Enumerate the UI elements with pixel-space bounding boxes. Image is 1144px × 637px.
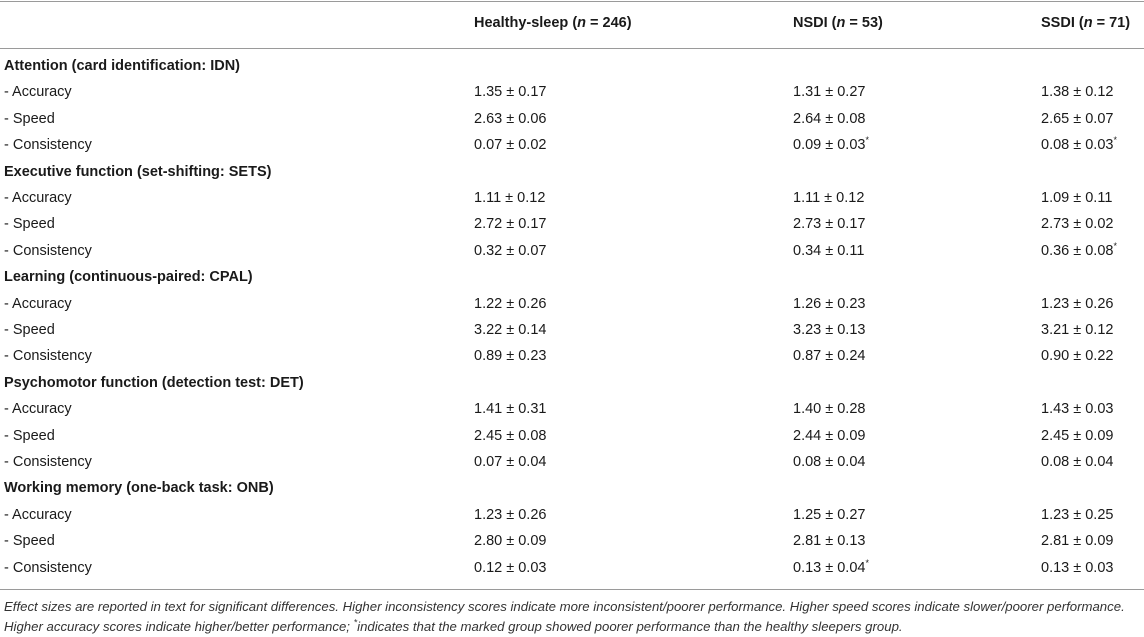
bottom-rule <box>0 589 1144 590</box>
row-label: - Accuracy <box>4 296 72 312</box>
section-row <box>0 371 1144 397</box>
table-row <box>0 424 1144 450</box>
table-row <box>0 344 1144 370</box>
cell-nsdi: 0.09 ± 0.03* <box>793 135 869 153</box>
cell-nsdi: 0.87 ± 0.24 <box>793 348 866 364</box>
col-header-healthy-sleep: Healthy-sleep (n = 246) <box>474 15 632 31</box>
cell-healthy-sleep: 1.22 ± 0.26 <box>474 296 547 312</box>
cell-nsdi: 2.44 ± 0.09 <box>793 428 866 444</box>
table-row <box>0 450 1144 476</box>
section-label: Learning (continuous-paired: CPAL) <box>4 269 253 285</box>
cell-nsdi: 0.34 ± 0.11 <box>793 243 865 259</box>
cell-nsdi: 3.23 ± 0.13 <box>793 322 866 338</box>
table-row <box>0 318 1144 344</box>
cell-healthy-sleep: 0.89 ± 0.23 <box>474 348 547 364</box>
cell-nsdi: 1.40 ± 0.28 <box>793 401 866 417</box>
row-label: - Consistency <box>4 560 92 576</box>
cell-healthy-sleep: 0.32 ± 0.07 <box>474 243 547 259</box>
row-label: - Consistency <box>4 137 92 153</box>
cell-healthy-sleep: 1.41 ± 0.31 <box>474 401 547 417</box>
row-label: - Speed <box>4 428 55 444</box>
cell-ssdi: 0.08 ± 0.03* <box>1041 135 1117 153</box>
section-label: Executive function (set-shifting: SETS) <box>4 164 272 180</box>
row-label: - Consistency <box>4 454 92 470</box>
table-row <box>0 556 1144 582</box>
cell-nsdi: 1.11 ± 0.12 <box>793 190 865 206</box>
cell-ssdi: 2.73 ± 0.02 <box>1041 216 1114 232</box>
cell-ssdi: 1.09 ± 0.11 <box>1041 190 1113 206</box>
cell-ssdi: 3.21 ± 0.12 <box>1041 322 1114 338</box>
cell-nsdi: 2.73 ± 0.17 <box>793 216 866 232</box>
cell-ssdi: 1.43 ± 0.03 <box>1041 401 1114 417</box>
cell-ssdi: 2.81 ± 0.09 <box>1041 533 1114 549</box>
section-row <box>0 160 1144 186</box>
section-label: Psychomotor function (detection test: DET) <box>4 375 304 391</box>
cell-healthy-sleep: 1.35 ± 0.17 <box>474 84 547 100</box>
section-label: Attention (card identification: IDN) <box>4 58 241 74</box>
section-label: Working memory (one-back task: ONB) <box>4 480 274 496</box>
table-row <box>0 212 1144 238</box>
cell-ssdi: 1.23 ± 0.26 <box>1041 296 1114 312</box>
cell-ssdi: 0.13 ± 0.03 <box>1041 560 1114 576</box>
row-label: - Speed <box>4 322 55 338</box>
row-label: - Accuracy <box>4 401 72 417</box>
row-label: - Accuracy <box>4 190 72 206</box>
cell-nsdi: 1.31 ± 0.27 <box>793 84 866 100</box>
cell-nsdi: 1.25 ± 0.27 <box>793 507 866 523</box>
cell-healthy-sleep: 2.63 ± 0.06 <box>474 111 547 127</box>
cell-nsdi: 0.08 ± 0.04 <box>793 454 866 470</box>
cell-healthy-sleep: 0.07 ± 0.02 <box>474 137 547 153</box>
table-footnote: Effect sizes are reported in text for significant differences. Higher inconsistency scores indicate more inconsistent/poorer performance. Higher speed scores indicate slower/poorer performance. Higher accuracy scores indicate higher/better performance; *indicates that the marked group showed poorer performance than the healthy sleepers group. <box>4 599 1125 634</box>
cell-nsdi: 2.64 ± 0.08 <box>793 111 866 127</box>
cell-ssdi: 2.45 ± 0.09 <box>1041 428 1114 444</box>
cell-healthy-sleep: 2.72 ± 0.17 <box>474 216 547 232</box>
col-header-ssdi: SSDI (n = 71) <box>1041 15 1131 31</box>
table-row <box>0 503 1144 529</box>
cell-healthy-sleep: 0.07 ± 0.04 <box>474 454 547 470</box>
cell-ssdi: 0.90 ± 0.22 <box>1041 348 1114 364</box>
table-row <box>0 529 1144 555</box>
row-label: - Speed <box>4 216 55 232</box>
row-label: - Speed <box>4 533 55 549</box>
table-row <box>0 292 1144 318</box>
table-row <box>0 397 1144 423</box>
top-rule <box>0 1 1144 2</box>
cell-healthy-sleep: 0.12 ± 0.03 <box>474 560 547 576</box>
cell-healthy-sleep: 1.11 ± 0.12 <box>474 190 546 206</box>
table-row <box>0 80 1144 106</box>
table-row <box>0 107 1144 133</box>
row-label: - Speed <box>4 111 55 127</box>
cell-healthy-sleep: 2.45 ± 0.08 <box>474 428 547 444</box>
section-row <box>0 476 1144 502</box>
cell-healthy-sleep: 2.80 ± 0.09 <box>474 533 547 549</box>
cell-healthy-sleep: 1.23 ± 0.26 <box>474 507 547 523</box>
row-label: - Accuracy <box>4 507 72 523</box>
table-row <box>0 133 1144 159</box>
cell-nsdi: 1.26 ± 0.23 <box>793 296 866 312</box>
cell-ssdi: 1.23 ± 0.25 <box>1041 507 1114 523</box>
cell-healthy-sleep: 3.22 ± 0.14 <box>474 322 547 338</box>
table-row <box>0 186 1144 212</box>
cell-ssdi: 2.65 ± 0.07 <box>1041 111 1114 127</box>
table-row <box>0 239 1144 265</box>
cell-ssdi: 0.08 ± 0.04 <box>1041 454 1114 470</box>
section-row <box>0 265 1144 291</box>
section-row <box>0 54 1144 80</box>
header-rule <box>0 48 1144 49</box>
cell-nsdi: 2.81 ± 0.13 <box>793 533 866 549</box>
row-label: - Consistency <box>4 243 92 259</box>
cell-ssdi: 0.36 ± 0.08* <box>1041 241 1117 259</box>
row-label: - Accuracy <box>4 84 72 100</box>
cell-nsdi: 0.13 ± 0.04* <box>793 558 869 576</box>
col-header-nsdi: NSDI (n = 53) <box>793 15 883 31</box>
cell-ssdi: 1.38 ± 0.12 <box>1041 84 1114 100</box>
row-label: - Consistency <box>4 348 92 364</box>
